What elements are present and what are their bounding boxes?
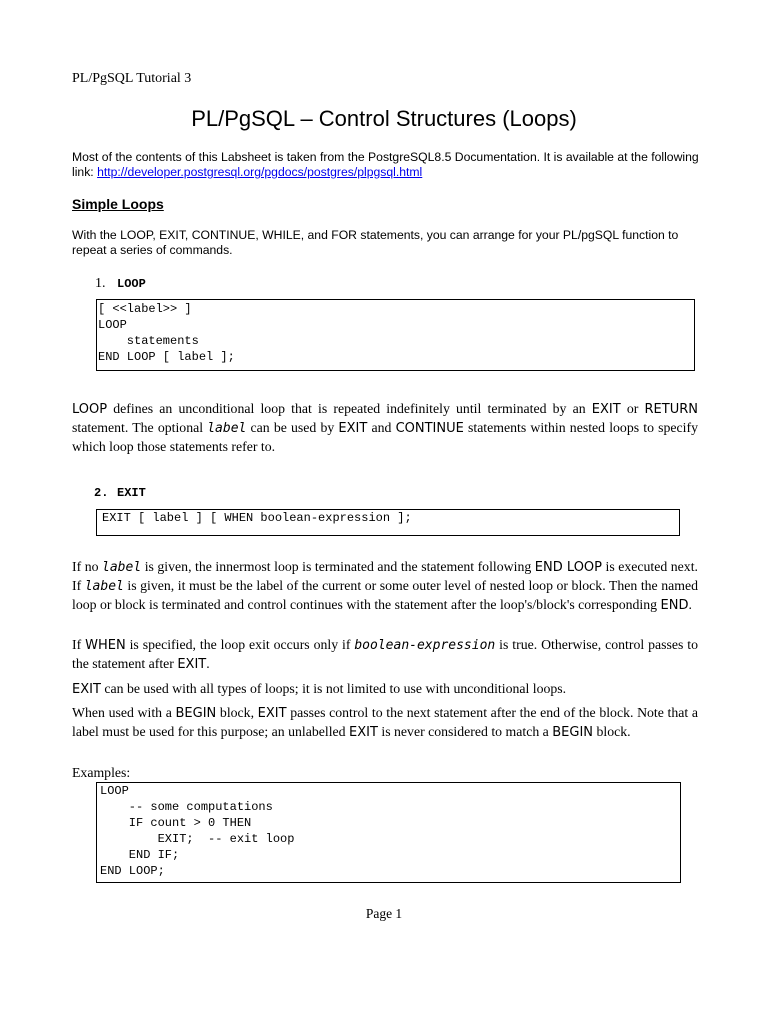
text: can be used by — [246, 420, 339, 435]
text: is given, it must be the label of the current or some outer level of nested loop or block. Then the named loop or block is terminated and control continues with the statement after the loop's/block's corresponding — [72, 578, 698, 612]
text: statements, you can arrange for your PL/pgSQL function to repeat a series of commands. — [72, 228, 679, 257]
text: block. — [593, 724, 631, 739]
keyword: LOOP — [120, 228, 153, 242]
text: is true. Otherwise, control passes to the statement after — [72, 637, 699, 671]
keyword: RETURN — [644, 402, 698, 417]
item-heading-loop: LOOP — [117, 277, 146, 291]
text: is given, the innermost loop is terminated and the statement following — [141, 559, 535, 574]
intro-paragraph — [72, 150, 700, 180]
keyword: FOR — [331, 228, 357, 242]
exit-paragraph-2 — [72, 636, 698, 674]
text: is never considered to match a — [377, 724, 553, 739]
keyword: CONTINUE — [191, 228, 256, 242]
text: block, — [216, 705, 258, 720]
keyword: EXIT — [591, 402, 621, 417]
keyword: WHILE — [262, 228, 301, 242]
item-heading-exit: EXIT — [117, 486, 146, 500]
documentation-link[interactable]: http://developer.postgresql.org/pgdocs/postgres/plpgsql.html — [97, 165, 423, 179]
keyword: CONTINUE — [395, 421, 464, 436]
keyword: END LOOP — [534, 560, 602, 575]
code-text: LOOP -- some computations IF count > 0 THEN EXIT; -- exit loop END IF; END LOOP; — [100, 784, 295, 878]
exit-paragraph-4 — [72, 704, 698, 742]
page-footer: Page 1 — [365, 906, 403, 921]
page-title: PL/PgSQL – Control Structures (Loops) — [191, 106, 577, 131]
keyword: EXIT — [159, 228, 185, 242]
italic-term: label — [102, 560, 142, 575]
text: , — [255, 228, 263, 242]
text: When used with a — [72, 705, 176, 720]
keyword: WHEN — [85, 638, 126, 653]
keyword: EXIT — [338, 421, 368, 436]
text: and — [367, 420, 396, 435]
text: , — [184, 228, 192, 242]
keyword: BEGIN — [552, 725, 594, 740]
keyword: EXIT — [257, 706, 287, 721]
examples-label: Examples: — [72, 765, 131, 780]
code-text: [ <<label>> ] LOOP statements END LOOP [ label ]; — [98, 302, 235, 364]
keyword: LOOP — [72, 402, 108, 417]
text: defines an unconditional loop that is repeated indefinitely until terminated by an — [107, 401, 592, 416]
text: , — [152, 228, 160, 242]
text: or — [620, 401, 645, 416]
loop-description-paragraph — [72, 400, 698, 456]
code-block-exit-syntax — [96, 509, 680, 536]
keyword: EXIT — [72, 682, 101, 697]
italic-term: label — [84, 579, 124, 594]
code-block-loop-syntax — [96, 299, 695, 371]
list-number: 2. — [94, 486, 109, 500]
keyword: END — [660, 598, 689, 613]
text: If — [72, 637, 86, 652]
text: With the — [72, 228, 121, 242]
keyword: BEGIN — [175, 706, 217, 721]
loops-intro-paragraph — [72, 228, 700, 258]
text: is specified, the loop exit occurs only if — [125, 637, 355, 652]
keyword: EXIT — [349, 725, 378, 740]
text: , and — [300, 228, 332, 242]
intro-text: Most of the contents of this Labsheet is taken from the PostgreSQL8.5 Documentation. It is available at the following link: — [72, 150, 699, 179]
section-heading-simple-loops: Simple Loops — [72, 196, 164, 212]
text: passes control to the next statement after the end of the block. Note that a label must be used for this purpose; an unlabelled — [72, 705, 699, 739]
text: statements within nested loops to specify which loop those statements refer to. — [72, 420, 698, 454]
italic-term: label — [207, 421, 247, 436]
text: can be used with all types of loops; it is not limited to use with unconditional loops. — [100, 681, 567, 696]
list-number: 1. — [95, 276, 106, 291]
text: statement. The optional — [72, 420, 208, 435]
text: . — [206, 656, 210, 671]
text: If no — [72, 559, 103, 574]
italic-term: boolean-expression — [354, 638, 496, 653]
keyword: EXIT — [177, 657, 207, 672]
text: is executed next. If — [72, 559, 698, 593]
code-block-exit-example — [96, 782, 681, 883]
code-text: EXIT [ label ] [ WHEN boolean-expression ]; — [102, 511, 412, 525]
exit-paragraph-1 — [72, 558, 698, 615]
running-header: PL/PgSQL Tutorial 3 — [72, 71, 192, 86]
exit-paragraph-3 — [72, 680, 698, 699]
text: . — [688, 597, 692, 612]
